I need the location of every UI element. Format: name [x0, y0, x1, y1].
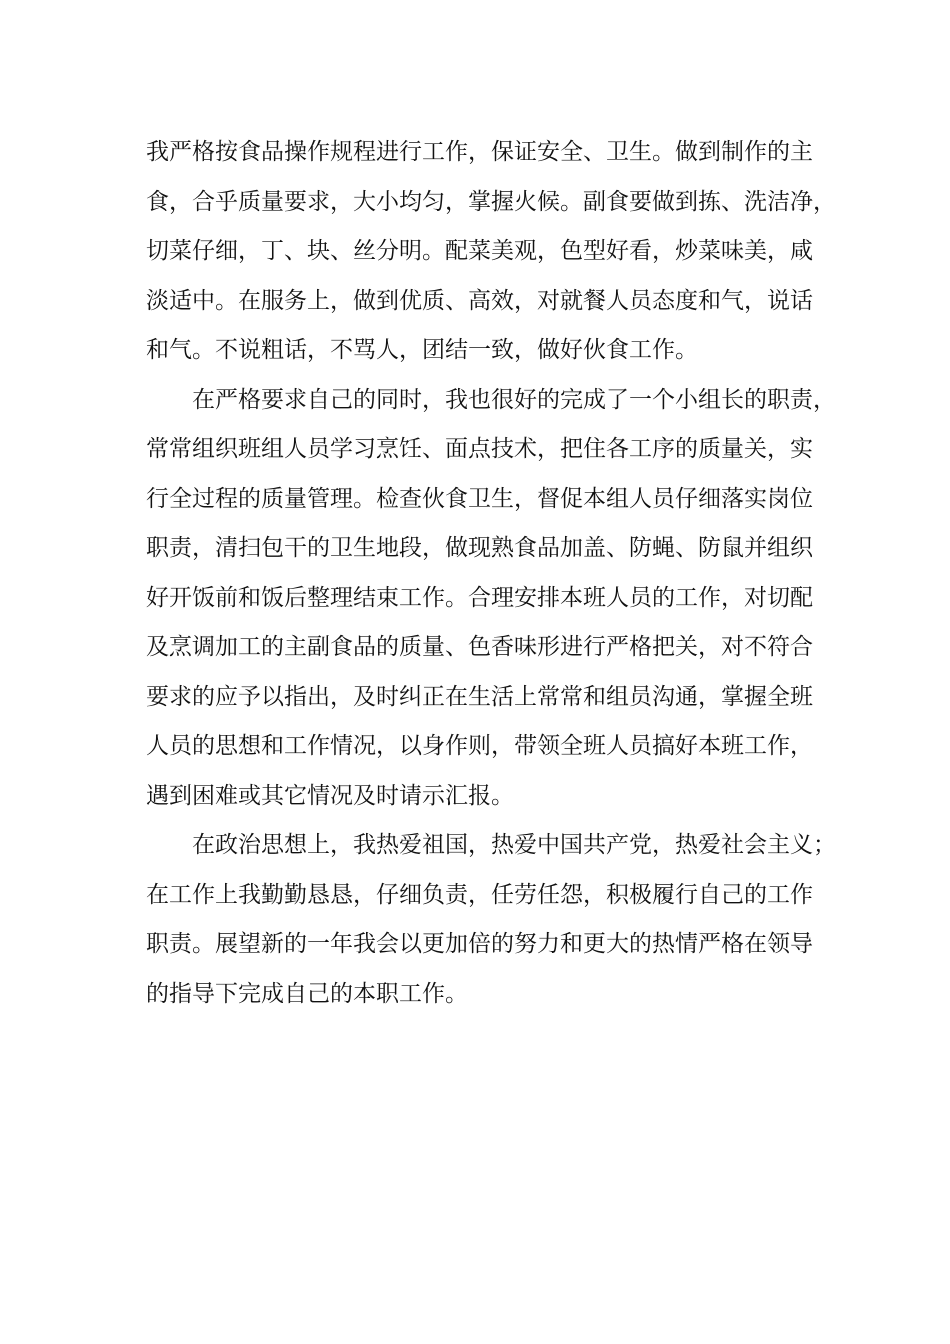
text-line: 常常组织班组人员学习烹饪、面点技术，把住各工序的质量关，实 — [146, 436, 813, 462]
text-line: 行全过程的质量管理。检查伙食卫生，督促本组人员仔细落实岗位 — [146, 485, 813, 512]
text-line: 的指导下完成自己的本职工作。 — [146, 980, 468, 1007]
text-line: 好开饭前和饭后整理结束工作。合理安排本班人员的工作，对切配 — [146, 584, 813, 611]
text-line: 职责。展望新的一年我会以更加倍的努力和更大的热情严格在领导 — [146, 931, 813, 957]
text-line: 及烹调加工的主副食品的质量、色香味形进行严格把关，对不符合 — [146, 634, 813, 660]
text-line: 食，合乎质量要求，大小均匀，掌握火候。副食要做到拣、洗洁净， — [146, 188, 836, 215]
text-line: 要求的应予以指出，及时纠正在生活上常常和组员沟通，掌握全班 — [146, 683, 813, 710]
paragraph-2 — [146, 376, 836, 822]
paragraph-3 — [146, 821, 836, 1019]
text-line: 在严格要求自己的同时，我也很好的完成了一个小组长的职责， — [192, 386, 836, 413]
text-line: 切菜仔细，丁、块、丝分明。配菜美观，色型好看，炒菜味美，咸 — [146, 238, 813, 264]
document-body — [146, 128, 836, 1019]
text-line: 我严格按食品操作规程进行工作，保证安全、卫生。做到制作的主 — [146, 139, 813, 165]
text-line: 淡适中。在服务上，做到优质、高效，对就餐人员态度和气，说话 — [146, 287, 813, 314]
text-line: 和气。不说粗话，不骂人，团结一致，做好伙食工作。 — [146, 337, 698, 363]
text-line: 在工作上我勤勤恳恳，仔细负责，任劳任怨，积极履行自己的工作 — [146, 881, 813, 908]
text-line: 职责，清扫包干的卫生地段，做现熟食品加盖、防蝇、防鼠并组织 — [146, 535, 813, 561]
paragraph-1 — [146, 128, 836, 376]
text-line: 在政治思想上，我热爱祖国，热爱中国共产党，热爱社会主义； — [192, 832, 836, 858]
text-line: 人员的思想和工作情况，以身作则，带领全班人员搞好本班工作， — [146, 733, 813, 759]
text-line: 遇到困难或其它情况及时请示汇报。 — [146, 782, 514, 809]
